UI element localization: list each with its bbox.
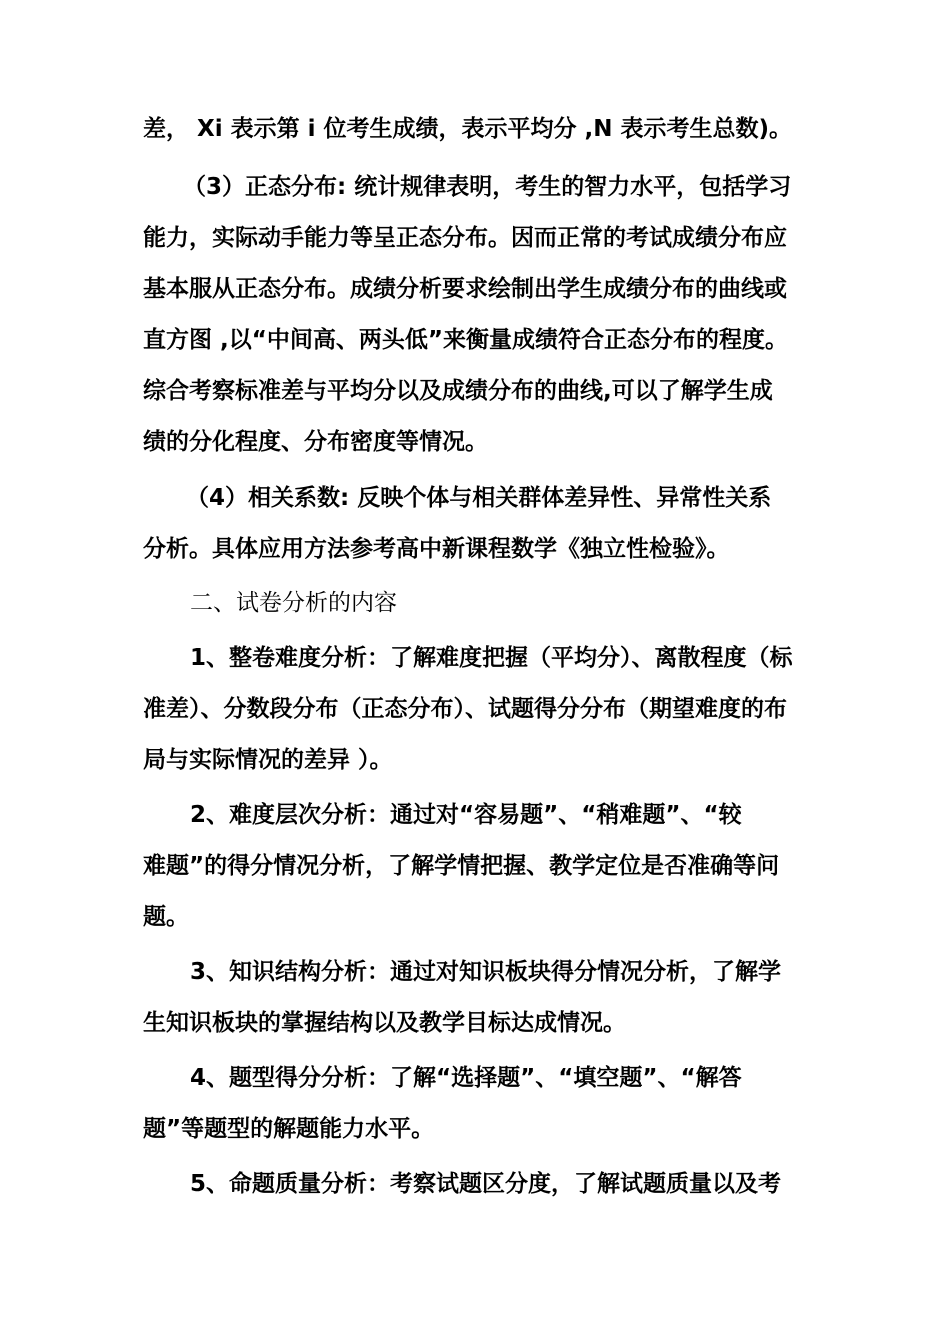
text-line: 能力，实际动手能力等呈正态分布。因而正常的考试成绩分布应 [143, 225, 787, 251]
paragraph-first-line: （3）正态分布: 统计规律表明，考生的智力水平，包括学习 [183, 174, 792, 200]
text-line: 局与实际情况的差异 ）。 [143, 747, 393, 773]
paragraph-first-line: 5、命题质量分析：考察试题区分度，了解试题质量以及考 [190, 1171, 782, 1197]
text-line: 生知识板块的掌握结构以及教学目标达成情况。 [143, 1010, 626, 1036]
text-line: 基本服从正态分布。成绩分析要求绘制出学生成绩分布的曲线或 [143, 276, 787, 302]
text-line: 题。 [143, 904, 189, 930]
text-line: 直方图 ,以“中间高、两头低”来衡量成绩符合正态分布的程度。 [143, 327, 788, 353]
text-line: 综合考察标准差与平均分以及成绩分布的曲线,可以了解学生成 [143, 378, 773, 404]
text-line: 题”等题型的解题能力水平。 [143, 1116, 435, 1142]
text-line: 准差）、分数段分布（正态分布）、试题得分分布（期望难度的布 [143, 696, 787, 722]
paragraph-first-line: 4、题型得分分析：了解“选择题”、“填空题”、“解答 [190, 1065, 742, 1091]
text-line: 差， Xi 表示第 i 位考生成绩，表示平均分 ,N 表示考生总数)。 [143, 116, 793, 142]
text-line: 分析。具体应用方法参考高中新课程数学《独立性检验》。 [143, 536, 730, 562]
paragraph-first-line: 3、知识结构分析：通过对知识板块得分情况分析，了解学 [190, 959, 782, 985]
section-heading: 二、试卷分析的内容 [190, 590, 397, 616]
paragraph-first-line: （4）相关系数: 反映个体与相关群体差异性、异常性关系 [186, 485, 772, 511]
text-line: 难题”的得分情况分析，了解学情把握、教学定位是否准确等问 [143, 853, 780, 879]
paragraph-first-line: 1、整卷难度分析：了解难度把握（平均分）、离散程度（标 [190, 645, 793, 671]
paragraph-first-line: 2、难度层次分析：通过对“容易题”、“稍难题”、“较 [190, 802, 742, 828]
text-line: 绩的分化程度、分布密度等情况。 [143, 429, 488, 455]
